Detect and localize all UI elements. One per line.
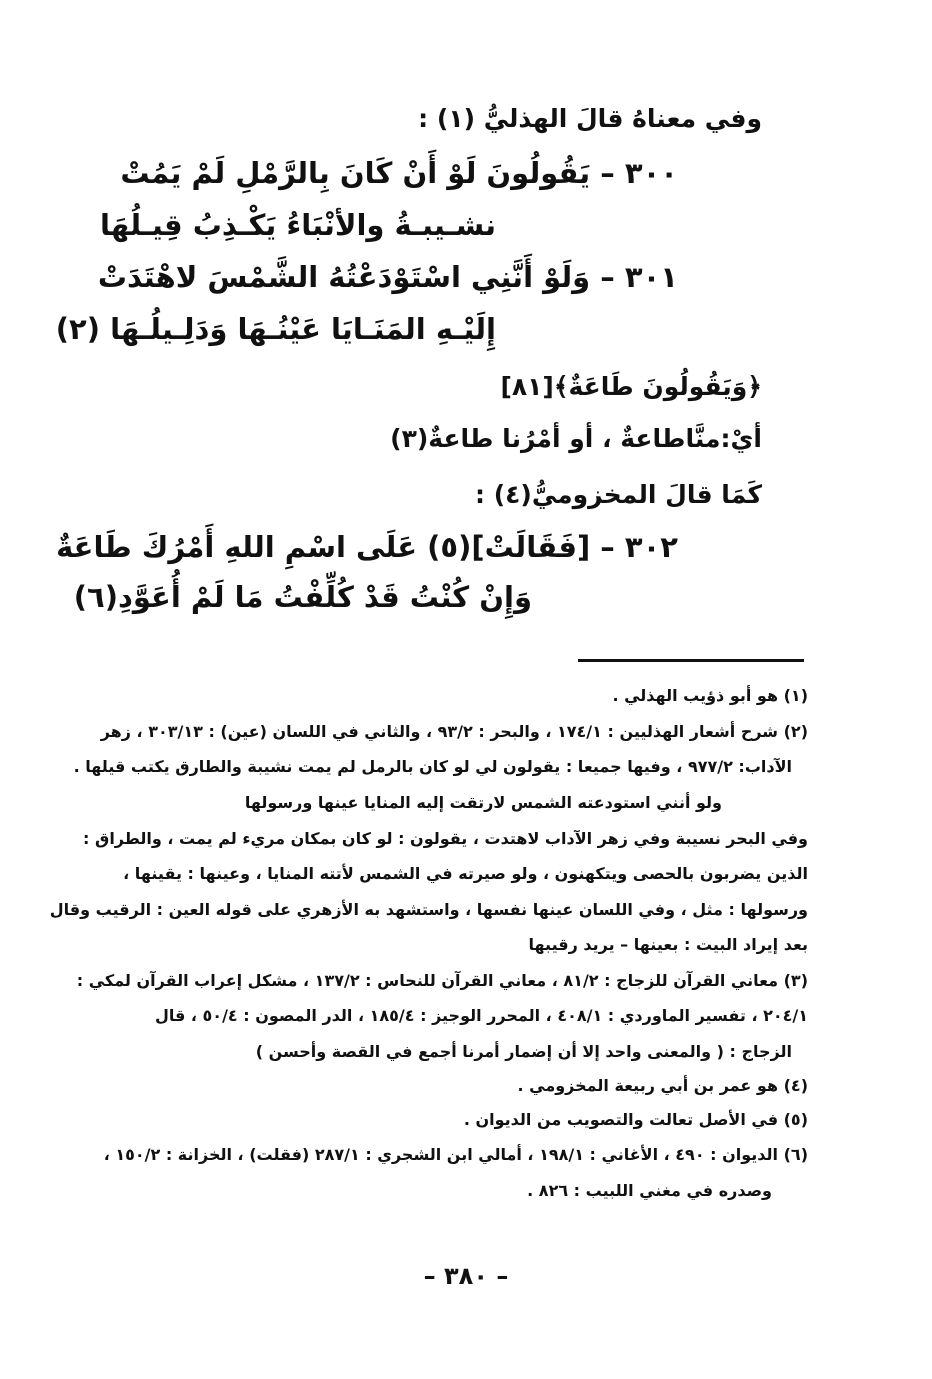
verse-300-second-hemistich: نشـيبـةُ والأنْبَاءُ يَكْـذِبُ قِيـلُهَا bbox=[100, 208, 496, 242]
verse-302-second-hemistich: وَإِنْ كُنْتُ قَدْ كُلِّفْتُ مَا لَمْ أُعَوَّدِ(٦) bbox=[73, 580, 532, 614]
verse-302-first-hemistich: ٣٠٢ – [فَقَالَتْ](٥) عَلَى اسْمِ اللهِ أَمْرُكَ طَاعَةٌ bbox=[56, 530, 678, 564]
footnote-line: ولو أنني استودعته الشمس لارتقت إليه المنايا عينها ورسولها bbox=[244, 793, 722, 812]
footnote-line: (٤) هو عمر بن أبي ربيعة المخزومي . bbox=[517, 1076, 808, 1095]
page-number: – ٣٨٠ – bbox=[423, 1262, 509, 1290]
explanation-line: أيْ:منَّاطاعةٌ ، أو أمْرُنا طاعةٌ(٣) bbox=[390, 424, 762, 453]
footnote-line: (٣) معاني القرآن للزجاج : ٨١/٢ ، معاني القرآن للنحاس : ١٣٧/٢ ، مشكل إعراب القرآن لمكي : bbox=[76, 971, 808, 990]
footnote-line: (٢) شرح أشعار الهذليين : ١٧٤/١ ، والبحر : ٩٣/٢ ، والثاني في اللسان (عين) : ٣٠٣/١٣ ، زهر bbox=[100, 722, 808, 741]
verse-300-first-hemistich: ٣٠٠ – يَقُولُونَ لَوْ أَنْ كَانَ بِالرَّمْلِ لَمْ يَمُتْ bbox=[120, 156, 678, 190]
verse-301-second-hemistich: إِلَيْـهِ المَنَـايَا عَيْنُـهَا وَدَلِـيلُـهَا (٢) bbox=[55, 312, 496, 346]
footnote-line: الآداب: ٩٧٧/٢ ، وفيها جميعا : يقولون لي لو كان بالرمل لم يمت نشيبة والطارق يكتب قيلها . bbox=[73, 757, 792, 776]
footnote-separator bbox=[578, 659, 804, 662]
intro-line: وفي معناهُ قالَ الهذليُّ (١) : bbox=[418, 104, 762, 133]
footnote-line: (٦) الديوان : ٤٩٠ ، الأغاني : ١٩٨/١ ، أمالي ابن الشجري : ٢٨٧/١ (فقلت) ، الخزانة : ١٥٠/٢ ، bbox=[103, 1145, 808, 1164]
footnote-line: ٢٠٤/١ ، تفسير الماوردي : ٤٠٨/١ ، المحرر الوجيز : ١٨٥/٤ ، الدر المصون : ٥٠/٤ ، قال bbox=[154, 1006, 808, 1025]
footnote-line: ورسولها : مثل ، وفي اللسان عينها نفسها ، واستشهد به الأزهري على قوله العين : الرقيب وقال bbox=[49, 900, 808, 919]
footnote-line: الذين يضربون بالحصى ويتكهنون ، ولو صيرته في الشمس لأتته المنايا ، وعينها : يقينها ، bbox=[123, 864, 808, 883]
verse-301-first-hemistich: ٣٠١ – وَلَوْ أَنَّنِي اسْتَوْدَعْتُهُ الشَّمْسَ لاهْتَدَتْ bbox=[97, 260, 678, 294]
footnote-line: (١) هو أبو ذؤيب الهذلي . bbox=[612, 686, 808, 705]
intro2-line: كَمَا قالَ المخزوميُّ(٤) : bbox=[475, 480, 762, 509]
footnote-line: الزجاج : ( والمعنى واحد إلا أن إضمار أمرنا أجمع في القصة وأحسن ) bbox=[255, 1042, 792, 1061]
footnote-line: (٥) في الأصل تعالت والتصويب من الديوان . bbox=[463, 1110, 808, 1129]
footnote-line: وفي البحر نسيبة وفي زهر الآداب لاهتدت ، يقولون : لو كان بمكان مريء لم يمت ، والطراق : bbox=[83, 829, 808, 848]
footnote-line: وصدره في مغني اللبيب : ٨٢٦ . bbox=[527, 1181, 772, 1200]
footnote-line: بعد إيراد البيت : بعينها – يريد رقيبها bbox=[528, 935, 808, 954]
quran-quote: ﴿وَيَقُولُونَ طَاعَةٌ﴾[٨١] bbox=[500, 372, 762, 401]
